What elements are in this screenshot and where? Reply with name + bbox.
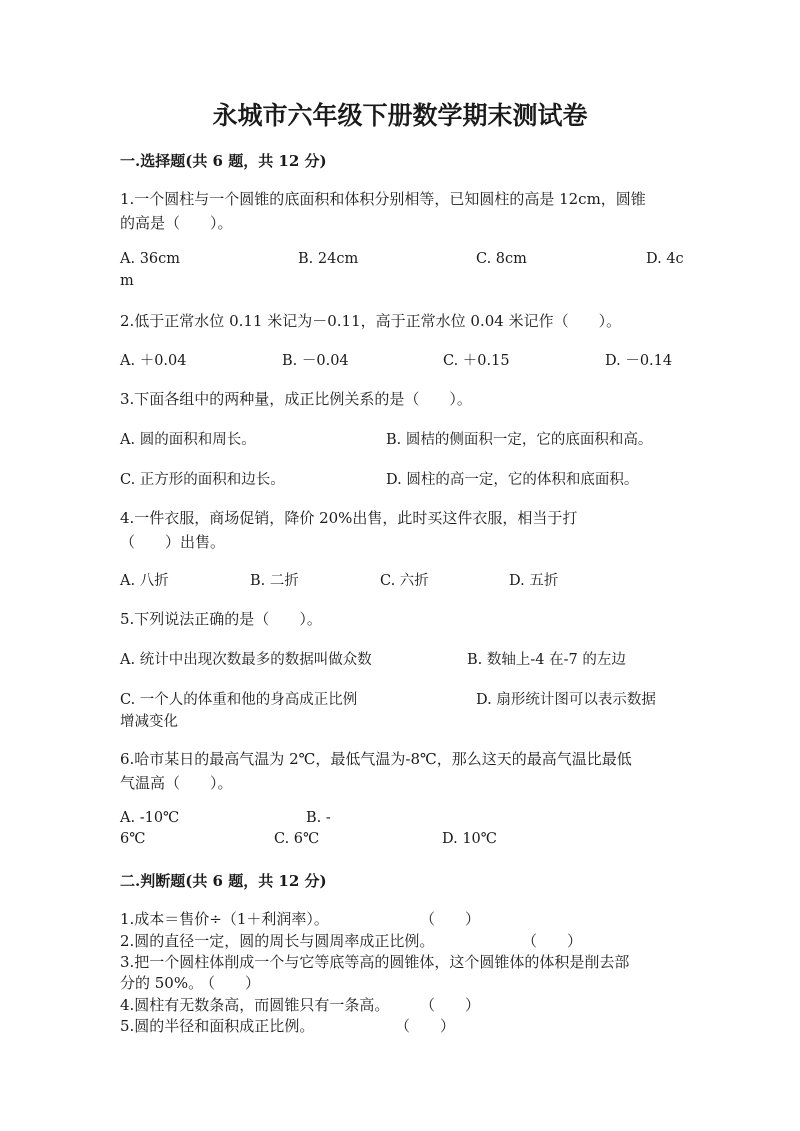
question-3-text: 3.下面各组中的两种量，成正比例关系的是（ ）。	[120, 390, 472, 408]
question-4-text: 4.一件衣服，商场促销，降价 20%出售，此时买这件衣服，相当于打	[120, 509, 578, 527]
question-5-option-d: D. 扇形统计图可以表示数据	[476, 692, 656, 708]
question-4-option-d: D. 五折	[509, 573, 559, 589]
section-heading-judgement: 二.判断题(共 6 题，共 12 分)	[120, 872, 327, 890]
judgement-item-3-cont: 分的 50%。	[120, 974, 204, 992]
question-3-option-b: B. 圆桔的侧面积一定，它的底面积和高。	[386, 432, 653, 448]
question-2-option-b: B. －0.04	[282, 353, 349, 369]
judgement-item-5-answer-blank: （ ）	[395, 1017, 456, 1035]
question-2-option-d: D. －0.14	[605, 353, 673, 369]
judgement-item-4-answer-blank: （ ）	[420, 996, 481, 1014]
question-5-option-c: C. 一个人的体重和他的身高成正比例	[120, 692, 358, 708]
question-2-option-a: A. ＋0.04	[120, 353, 187, 369]
question-6-option-c: C. 6℃	[274, 831, 320, 847]
judgement-item-3-answer-blank: （ ）	[200, 974, 261, 992]
question-6-option-d: D. 10℃	[442, 831, 497, 847]
question-2-option-c: C. ＋0.15	[443, 353, 510, 369]
question-2-text: 2.低于正常水位 0.11 米记为－0.11，高于正常水位 0.04 米记作（ ）。	[120, 312, 622, 330]
judgement-item-3: 3.把一个圆柱体削成一个与它等底等高的圆锥体，这个圆锥体的体积是削去部	[120, 953, 630, 971]
question-4-option-c: C. 六折	[380, 573, 429, 589]
question-1-option-c: C. 8cm	[476, 251, 527, 267]
question-4-option-a: A. 八折	[120, 573, 169, 589]
question-5-option-d-wrap: 增减变化	[120, 714, 178, 730]
question-4-option-b: B. 二折	[250, 573, 299, 589]
question-5-option-b: B. 数轴上-4 在-7 的左边	[467, 652, 626, 668]
question-1-option-a: A. 36cm	[120, 251, 181, 267]
question-3-option-d: D. 圆柱的高一定，它的体积和底面积。	[386, 472, 639, 488]
judgement-item-2: 2.圆的直径一定，圆的周长与圆周率成正比例。	[120, 932, 435, 950]
judgement-item-5: 5.圆的半径和面积成正比例。	[120, 1017, 315, 1035]
judgement-item-1-answer-blank: （ ）	[420, 910, 481, 928]
question-6-option-a: A. -10℃	[120, 810, 180, 826]
question-1-text-cont: 的高是（ ）。	[120, 214, 233, 232]
question-3-option-a: A. 圆的面积和周长。	[120, 432, 256, 448]
section-heading-choice: 一.选择题(共 6 题，共 12 分)	[120, 152, 327, 170]
judgement-item-2-answer-blank: （ ）	[522, 932, 583, 950]
question-6-text-cont: 气温高（ ）。	[120, 774, 233, 792]
question-5-text: 5.下列说法正确的是（ ）。	[120, 610, 322, 628]
question-5-option-a: A. 统计中出现次数最多的数据叫做众数	[120, 652, 372, 668]
question-6-text: 6.哈市某日的最高气温为 2℃，最低气温为-8℃，那么这天的最高气温比最低	[120, 750, 632, 768]
question-1-option-d-wrap: m	[120, 273, 134, 289]
question-1-text: 1.一个圆柱与一个圆锥的底面积和体积分别相等，已知圆柱的高是 12cm，圆锥	[120, 190, 646, 208]
page-title: 永城市六年级下册数学期末测试卷	[212, 101, 588, 130]
question-1-option-b: B. 24cm	[298, 251, 359, 267]
question-1-option-d: D. 4c	[646, 251, 684, 267]
question-4-text-cont: （ ）出售。	[120, 533, 226, 551]
question-3-option-c: C. 正方形的面积和边长。	[120, 472, 285, 488]
judgement-item-1: 1.成本＝售价÷（1＋利润率）。	[120, 910, 329, 928]
question-6-option-b-wrap: 6℃	[120, 831, 146, 847]
question-6-option-b: B. -	[306, 810, 331, 826]
judgement-item-4: 4.圆柱有无数条高，而圆锥只有一条高。	[120, 996, 390, 1014]
